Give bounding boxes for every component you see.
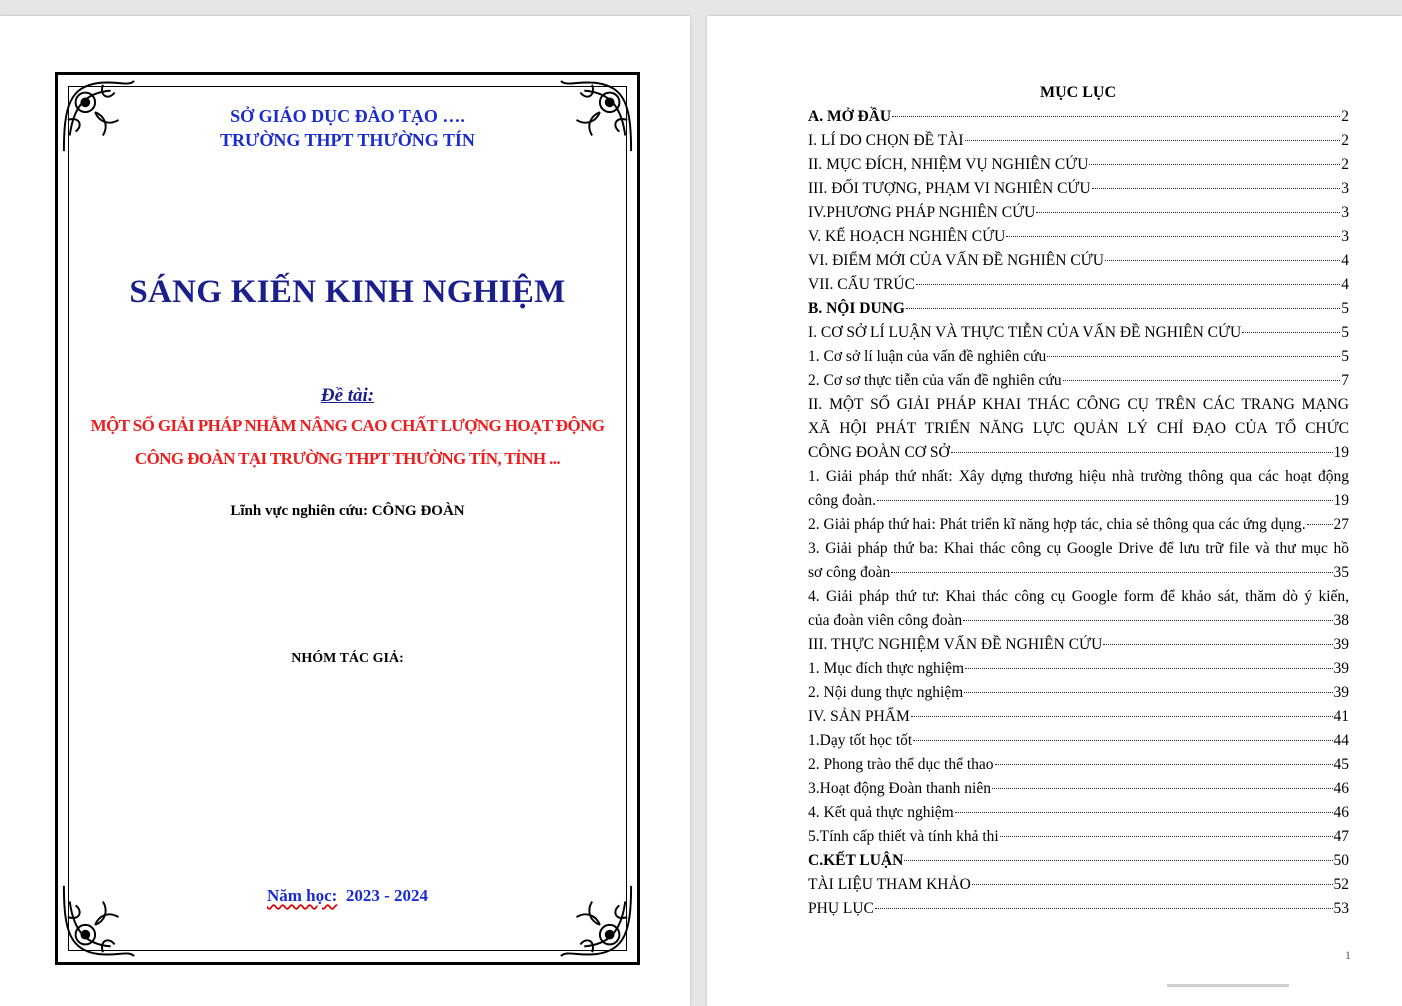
toc-entry-title: C.KẾT LUẬN	[808, 852, 904, 869]
toc-entry[interactable]	[808, 513, 1349, 537]
toc-entry-row	[808, 681, 1349, 705]
toc-entry[interactable]	[808, 249, 1349, 273]
toc-entry-row	[808, 177, 1349, 201]
toc-entry-page: 41	[1333, 708, 1349, 725]
school-year-label: Năm học:	[266, 886, 338, 905]
research-field-label: Lĩnh vực nghiên cứu:	[230, 503, 372, 519]
toc-dot-leader	[906, 308, 1340, 309]
toc-entry-row	[808, 201, 1349, 225]
toc-entry-row	[808, 513, 1349, 537]
toc-entry-page: 39	[1333, 660, 1349, 677]
toc-entry-title: của đoàn viên công đoàn	[808, 612, 963, 629]
toc-entry[interactable]	[808, 105, 1349, 129]
toc-entry-page: 39	[1333, 636, 1349, 653]
toc-entry-row	[808, 345, 1349, 369]
toc-entry-page: 5	[1341, 324, 1349, 341]
toc-entry-row	[808, 825, 1349, 849]
toc-entry-title: IV.PHƯƠNG PHÁP NGHIÊN CỨU	[808, 204, 1036, 221]
toc-entry-title: 2. Nội dung thực nghiệm	[808, 684, 964, 701]
toc-entry-page: 45	[1333, 756, 1349, 773]
department-name: SỞ GIÁO DỤC ĐÀO TẠO ….	[230, 106, 465, 126]
toc-entry[interactable]	[808, 177, 1349, 201]
toc-entry-page: 3	[1341, 180, 1349, 197]
toc-entry[interactable]	[808, 777, 1349, 801]
toc-entry[interactable]	[808, 633, 1349, 657]
toc-dot-leader	[1000, 836, 1333, 837]
toc-entry[interactable]	[808, 657, 1349, 681]
toc-entry-row	[808, 849, 1349, 873]
toc-entry[interactable]	[808, 321, 1349, 345]
topic-label	[55, 385, 640, 407]
toc-entry[interactable]	[808, 825, 1349, 849]
toc-entry-row	[808, 249, 1349, 273]
toc-entry-page: 52	[1333, 876, 1349, 893]
toc-entry-title: 4. Kết quả thực nghiệm	[808, 804, 954, 821]
toc-dot-leader	[992, 788, 1333, 789]
toc-dot-leader	[904, 860, 1332, 861]
toc-entry-page: 2	[1341, 132, 1349, 149]
toc-dot-leader	[1092, 188, 1341, 189]
toc-heading: MỤC LỤC	[1040, 84, 1116, 101]
toc-entry-wrapped-line: 4. Giải pháp thứ tư: Khai thác công cụ Google form để khảo sát, thăm dò ý kiến,	[808, 588, 1349, 605]
topic-label-text: Đề tài:	[320, 385, 375, 406]
toc-entry-row	[808, 657, 1349, 681]
toc-entry-title: CÔNG ĐOÀN CƠ SỞ	[808, 444, 950, 461]
toc-entry-row	[808, 633, 1349, 657]
toc-entry[interactable]	[808, 801, 1349, 825]
toc-entry[interactable]	[808, 273, 1349, 297]
toc-entry[interactable]	[808, 753, 1349, 777]
toc-dot-leader	[1307, 524, 1333, 525]
toc-entry[interactable]	[808, 369, 1349, 393]
toc-entry-title: B. NỘI DUNG	[808, 300, 905, 317]
toc-dot-leader	[1105, 260, 1340, 261]
author-group-label: NHÓM TÁC GIẢ:	[291, 651, 404, 666]
toc-entry[interactable]	[808, 201, 1349, 225]
toc-entry-row	[808, 873, 1349, 897]
toc-entry-wrapped-line: 3. Giải pháp thứ ba: Khai thác công cụ Google Drive để lưu trữ file và thư mục hồ	[808, 540, 1349, 557]
toc-page	[707, 16, 1402, 1006]
toc-entry-page: 27	[1333, 516, 1349, 533]
toc-entry[interactable]	[808, 297, 1349, 321]
toc-entry-page: 5	[1341, 348, 1349, 365]
toc-entry-row	[808, 153, 1349, 177]
toc-dot-leader	[891, 572, 1332, 573]
toc-dot-leader	[963, 620, 1332, 621]
page-number: 1	[1345, 948, 1351, 962]
toc-entry-wrapped-line: II. MỘT SỐ GIẢI PHÁP KHAI THÁC CÔNG CỤ TRÊN CÁC TRANG MẠNG	[808, 396, 1349, 413]
toc-entry-row	[808, 609, 1349, 633]
school-year	[55, 886, 640, 906]
toc-entry-row	[808, 489, 1349, 513]
toc-entry-page: 53	[1333, 900, 1349, 917]
toc-entry-row	[808, 705, 1349, 729]
toc-entry-page: 46	[1333, 804, 1349, 821]
toc-dot-leader	[916, 284, 1340, 285]
toc-entry-row	[808, 777, 1349, 801]
toc-entry-page: 2	[1341, 156, 1349, 173]
toc-entry-row	[808, 729, 1349, 753]
toc-entry-page: 7	[1341, 372, 1349, 389]
toc-entry-page: 44	[1333, 732, 1349, 749]
toc-entry-title: 2. Phong trào thể dục thể thao	[808, 756, 994, 773]
cover-title: SÁNG KIẾN KINH NGHIỆM	[129, 274, 566, 310]
toc-entry-page: 4	[1341, 252, 1349, 269]
research-field	[55, 503, 640, 520]
toc-entry-title: 5.Tính cấp thiết và tính khả thi	[808, 828, 999, 845]
toc-dot-leader	[951, 452, 1333, 453]
toc-dot-leader	[892, 116, 1340, 117]
toc-entry-page: 35	[1333, 564, 1349, 581]
toc-entry[interactable]	[808, 729, 1349, 753]
toc-entry-title: PHỤ LỤC	[808, 900, 874, 917]
toc-entry-title: sơ công đoàn	[808, 564, 891, 581]
toc-dot-leader	[1006, 236, 1340, 237]
research-field-value: CÔNG ĐOÀN	[371, 503, 465, 519]
toc-entry-title: TÀI LIỆU THAM KHẢO	[808, 876, 971, 893]
toc-entry[interactable]	[808, 393, 1349, 465]
topic-title-line-1: MỘT SỐ GIẢI PHÁP NHẰM NÂNG CAO CHẤT LƯỢNG HOẠT ĐỘNG	[90, 416, 605, 435]
toc-dot-leader	[995, 764, 1333, 765]
toc-entry-row	[808, 225, 1349, 249]
toc-entry-page: 5	[1341, 300, 1349, 317]
toc-entry-title: I. CƠ SỞ LÍ LUẬN VÀ THỰC TIỄN CỦA VẤN ĐỀ NGHIÊN CỨU	[808, 324, 1242, 341]
toc-entry-page: 38	[1333, 612, 1349, 629]
cover-page	[0, 16, 690, 1006]
toc-entry[interactable]	[808, 465, 1349, 513]
toc-entry-title: 1. Mục đích thực nghiệm	[808, 660, 965, 677]
toc-entry-title: II. MỤC ĐÍCH, NHIỆM VỤ NGHIÊN CỨU	[808, 156, 1089, 173]
toc-entry-wrapped-line: 1. Giải pháp thứ nhất: Xây dựng thương hiệu nhà trường thông qua các hoạt động	[808, 468, 1349, 485]
toc-entry-title: A. MỞ ĐẦU	[808, 108, 892, 125]
toc-dot-leader	[1089, 164, 1340, 165]
toc-dot-leader	[1036, 212, 1340, 213]
toc-entry-page: 2	[1341, 108, 1349, 125]
toc-dot-leader	[1103, 644, 1332, 645]
toc-entry-row	[808, 753, 1349, 777]
toc-entry-title: IV. SẢN PHẨM	[808, 708, 910, 725]
toc-entry-page: 50	[1333, 852, 1349, 869]
toc-entry-title: I. LÍ DO CHỌN ĐỀ TÀI	[808, 132, 964, 149]
toc-dot-leader	[1242, 332, 1340, 333]
toc-entry-page: 19	[1333, 492, 1349, 509]
toc-entry-row	[808, 897, 1349, 921]
toc-entry[interactable]	[808, 537, 1349, 585]
toc-dot-leader	[965, 140, 1341, 141]
toc-entry-page: 39	[1333, 684, 1349, 701]
toc-entry-row	[808, 273, 1349, 297]
toc-entry-title: III. THỰC NGHIỆM VẤN ĐỀ NGHIÊN CỨU	[808, 636, 1103, 653]
toc-entry-title: V. KẾ HOẠCH NGHIÊN CỨU	[808, 228, 1006, 245]
toc-entry-title: VI. ĐIỂM MỚI CỦA VẤN ĐỀ NGHIÊN CỨU	[808, 252, 1104, 269]
toc-list	[808, 105, 1349, 921]
toc-entry-title: VII. CẤU TRÚC	[808, 276, 915, 293]
toc-entry[interactable]	[808, 897, 1349, 921]
toc-entry-title: công đoàn.	[808, 492, 877, 509]
toc-entry-row	[808, 129, 1349, 153]
toc-entry-title: 1.Dạy tốt học tốt	[808, 732, 913, 749]
toc-dot-leader	[913, 740, 1332, 741]
toc-entry-row	[808, 561, 1349, 585]
toc-entry-title: III. ĐỐI TƯỢNG, PHẠM VI NGHIÊN CỨU	[808, 180, 1091, 197]
topic-title-line-2: CÔNG ĐOÀN TẠI TRƯỜNG THPT THƯỜNG TÍN, TỈNH ...	[134, 449, 561, 468]
toc-dot-leader	[911, 716, 1333, 717]
toc-entry-row	[808, 297, 1349, 321]
toc-entry[interactable]	[808, 585, 1349, 633]
toc-dot-leader	[965, 668, 1332, 669]
toc-dot-leader	[1047, 356, 1340, 357]
toc-entry-title: 2. Giải pháp thứ hai: Phát triển kĩ năng hợp tác, chia sẻ thông qua các ứng dụng.	[808, 516, 1306, 533]
toc-entry-page: 3	[1341, 204, 1349, 221]
toc-entry-row	[808, 105, 1349, 129]
toc-entry-page: 47	[1333, 828, 1349, 845]
toc-dot-leader	[964, 692, 1332, 693]
toc-entry-page: 19	[1333, 444, 1349, 461]
toc-dot-leader	[1063, 380, 1341, 381]
toc-entry[interactable]	[808, 345, 1349, 369]
toc-entry-page: 46	[1333, 780, 1349, 797]
toc-entry-wrapped-line: XÃ HỘI PHÁT TRIỂN NĂNG LỰC QUẢN LÝ CHỈ ĐẠO CỦA TỔ CHỨC	[808, 420, 1349, 437]
toc-entry[interactable]	[808, 129, 1349, 153]
toc-entry[interactable]	[808, 873, 1349, 897]
school-year-value: 2023 - 2024	[345, 886, 429, 905]
toc-entry-page: 4	[1341, 276, 1349, 293]
toc-entry[interactable]	[808, 153, 1349, 177]
toc-dot-leader	[877, 500, 1332, 501]
toc-dot-leader	[955, 812, 1333, 813]
toc-dot-leader	[875, 908, 1333, 909]
toc-entry-page: 3	[1341, 228, 1349, 245]
school-name: TRƯỜNG THPT THƯỜNG TÍN	[220, 130, 475, 150]
toc-entry[interactable]	[808, 225, 1349, 249]
toc-entry-row	[808, 441, 1349, 465]
toc-entry[interactable]	[808, 849, 1349, 873]
toc-entry[interactable]	[808, 705, 1349, 729]
toc-entry-title: 3.Hoạt động Đoàn thanh niên	[808, 780, 991, 797]
toc-entry[interactable]	[808, 681, 1349, 705]
toc-dot-leader	[972, 884, 1333, 885]
toc-entry-title: 2. Cơ sơ thực tiễn của vấn đề nghiên cứu	[808, 372, 1062, 389]
toc-entry-title: 1. Cơ sở lí luận của vấn đề nghiên cứu	[808, 348, 1047, 365]
toc-entry-row	[808, 321, 1349, 345]
toc-entry-row	[808, 801, 1349, 825]
toc-entry-row	[808, 369, 1349, 393]
